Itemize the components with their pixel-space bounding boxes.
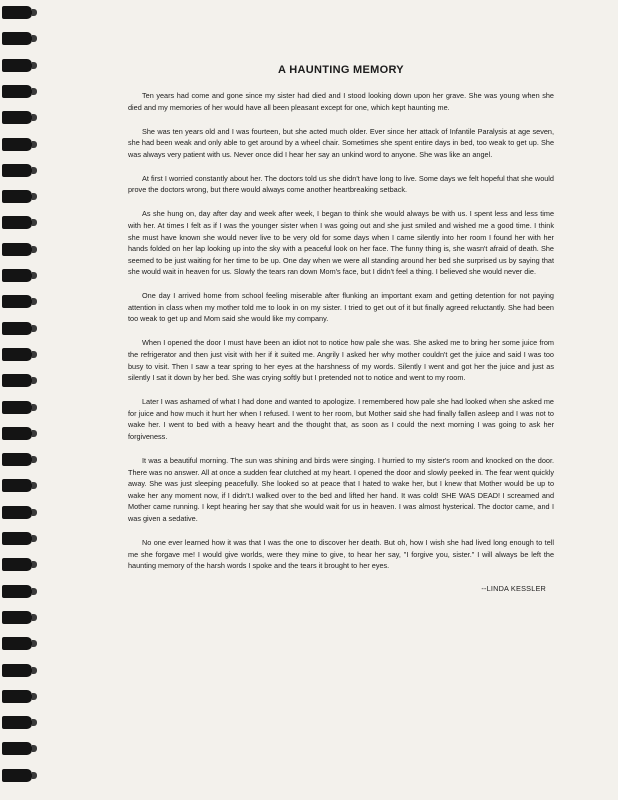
document-title: A HAUNTING MEMORY [278, 64, 404, 76]
binding-ring [2, 664, 32, 677]
binding-ring [2, 322, 32, 335]
document-page [128, 64, 554, 593]
binding-ring [2, 269, 32, 282]
binding-ring [2, 164, 32, 177]
binding-ring [2, 190, 32, 203]
binding-ring [2, 32, 32, 45]
binding-ring [2, 769, 32, 782]
binding-ring [2, 690, 32, 703]
paragraph-7: Later I was ashamed of what I had done and wanted to apologize. I remembered how pale she had looked when she asked me for juice and how much it hurt her when I refused. I went to her room, but Mother said she had finally fallen asleep and I was not to wake her. I went to bed with a heavy heart and the thought that, as soon as I could the next morning I was going to ask her forgiveness. [128, 397, 554, 441]
spiral-binding [0, 0, 40, 800]
paragraph-5: One day I arrived home from school feeling miserable after flunking an important exam and getting detention for not paying attention in class when my mother told me to look in on my sister. I tried to get out of it but finally agreed reluctantly. She had been too weak to get up and Mom said she would like my company. [128, 291, 554, 324]
binding-ring [2, 637, 32, 650]
author-signature: --LINDA KESSLER [481, 584, 546, 594]
binding-ring [2, 453, 32, 466]
binding-ring [2, 401, 32, 414]
paragraph-8: It was a beautiful morning. The sun was shining and birds were singing. I hurried to my sister's room and knocked on the door. There was no answer. All at once a sudden fear clutched at my heart. I opened the door and slowly peeked in. The fear went quickly away. She was just sleeping peacefully. She looked so at peace that I hated to wake her, but I knew that Mother would be up to wake her any moment now, if I didn't.I walked over to the bed and lifted her hand. It was cold! SHE WAS DEAD! I screamed and Mother came running. I kept hearing her say that she would wait for us in heaven. I was almost hysterical. The doctor came, and I was given a sedative. [128, 455, 554, 523]
binding-ring [2, 243, 32, 256]
binding-ring [2, 558, 32, 571]
paragraph-2: She was ten years old and I was fourteen, but she acted much older. Ever since her attack of Infantile Paralysis at age seven, she had been weak and only able to get around by a wheel chair. Sometimes she spent entire days in bed, too weak to get up. She was always very patient with us. Never once did I hear her say an unkind word to anyone. She was like an angel. [128, 126, 554, 159]
paragraph-3: At first I worried constantly about her. The doctors told us she didn't have long to live. Some days we felt hopeful that she would prove the doctors wrong, but there would always come another heartbreaking setback. [128, 173, 554, 195]
paragraph-6: When I opened the door I must have been an idiot not to notice how pale she was. She asked me to bring her some juice from the refrigerator and then just visit with her if it suited me. Angrily I asked her why mother couldn't get the juice and said I was too busy to visit. Then I saw a tear spring to her eyes at the harshness of my words. Silently I went and got her the juice and just as silently I sat it down by her bed. She was crying softly but I pretended not to notice and went to my room. [128, 338, 554, 383]
binding-ring [2, 506, 32, 519]
paragraph-4: As she hung on, day after day and week after week, I began to think she would always be with us. I spent less and less time with her. At times I felt as if I was the younger sister when I was going out and she just smiled and wished me a good time. I think she must have known she would never live to be very old for some days when I came silently into her room I found her with her hands folded on her lap looking up into the sky with a peaceful look on her face. The funny thing is, she wasn't afraid of death. She seemed to be just waiting for her time to be up. One day when we were all standing around her bed she surprised us by saying that she would wait in heaven for us. Slowly the tears ran down Mom's face, but I didn't feel a thing. I believed she would never die. [128, 209, 554, 277]
binding-ring [2, 479, 32, 492]
paragraph-1: Ten years had come and gone since my sister had died and I stood looking down upon her grave. She was young when she died and my memories of her would have all been pleasant except for one, which kept haunting me. [128, 91, 554, 112]
binding-ring [2, 427, 32, 440]
binding-ring [2, 295, 32, 308]
binding-ring [2, 374, 32, 387]
binding-ring [2, 532, 32, 545]
binding-ring [2, 585, 32, 598]
binding-ring [2, 742, 32, 755]
binding-ring [2, 59, 32, 72]
binding-ring [2, 85, 32, 98]
binding-ring [2, 216, 32, 229]
binding-ring [2, 6, 32, 19]
paragraph-9: No one ever learned how it was that I was the one to discover her death. But oh, how I wish she had lived long enough to tell me she forgave me! I would give worlds, were they mine to give, to hear her say, "I forgive you, sister." I will always be left the haunting memory of the harsh words I spoke and the tears it brought to her eyes. [128, 537, 554, 571]
binding-ring [2, 138, 32, 151]
binding-ring [2, 716, 32, 729]
binding-ring [2, 348, 32, 361]
binding-ring [2, 611, 32, 624]
binding-ring [2, 111, 32, 124]
